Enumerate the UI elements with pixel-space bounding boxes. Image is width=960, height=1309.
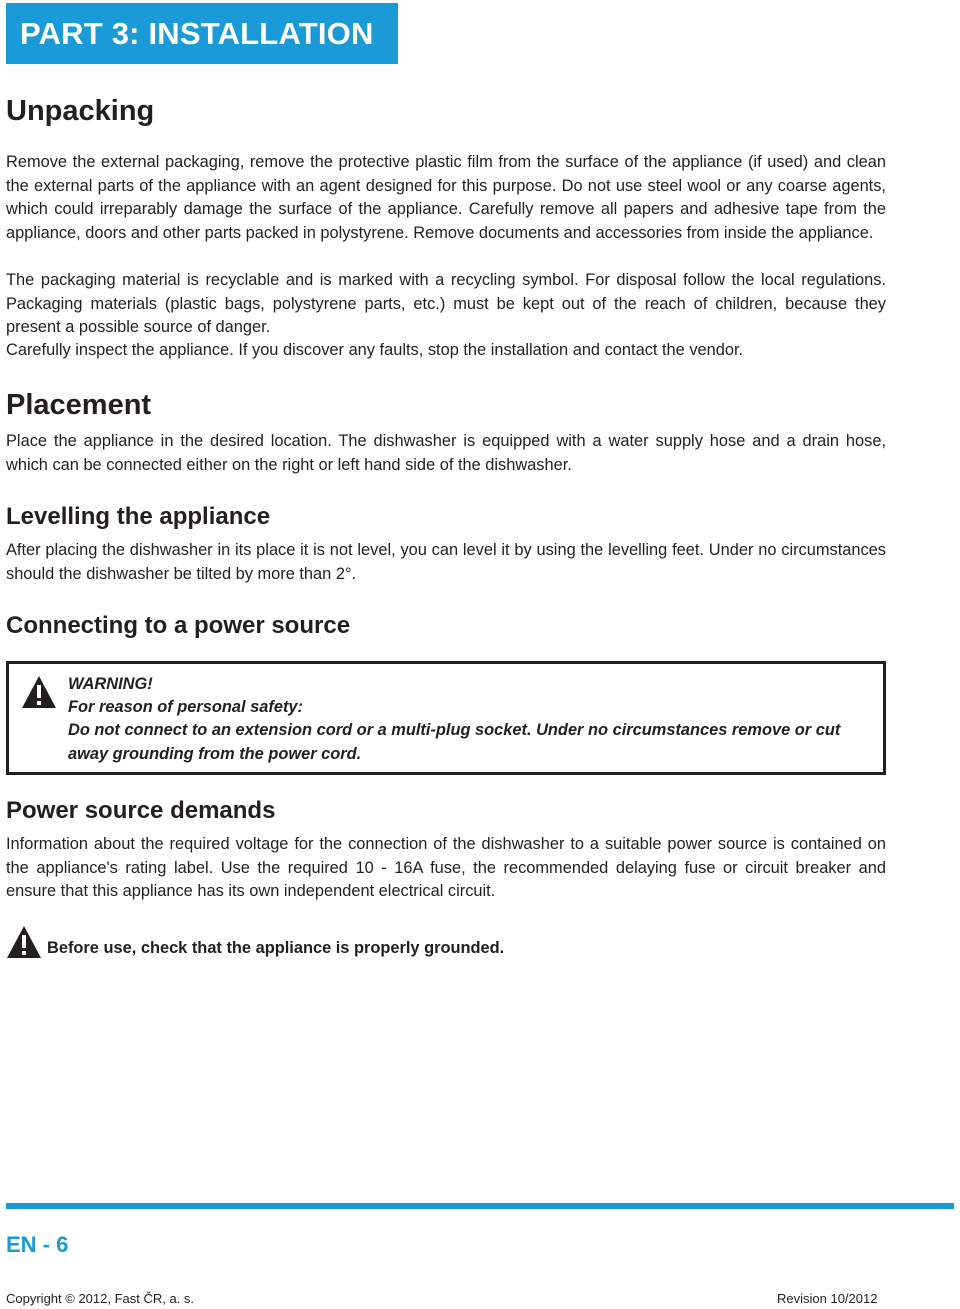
copyright: Copyright © 2012, Fast ČR, a. s. [6,1291,195,1306]
warning-title: WARNING! [68,675,153,693]
revision: Revision 10/2012 [777,1291,878,1306]
grounding-note: Before use, check that the appliance is properly grounded. [47,939,505,957]
warning-triangle-icon [21,675,57,714]
placement-heading: Placement [6,389,152,421]
warning-triangle-icon [6,925,42,964]
demands-paragraph: Information about the required voltage for the connection of the dishwasher to a suitable power source is contained on the appliance's rating label. Use the required 10 - 16A fuse, the recommended delaying fuse or circuit breaker and ensure that this appliance has its own independent electrical circuit. [6,835,886,901]
unpacking-paragraph-3: Carefully inspect the appliance. If you discover any faults, stop the installation and contact the vendor. [6,341,744,359]
levelling-heading: Levelling the appliance [6,503,271,530]
page-number: EN - 6 [6,1232,69,1257]
warning-box [6,661,886,775]
unpacking-paragraph-1: Remove the external packaging, remove the protective plastic film from the surface of the appliance (if used) and clean the external parts of the appliance with an agent designed for this purpose. Do not use steel wool or any coarse agents, which could irreparably damage the surface of the appliance. Carefully remove all papers and adhesive tape from the appliance, doors and other parts packed in polystyrene. Remove documents and accessories from inside the appliance. [6,153,886,242]
footer-rule [6,1203,954,1209]
power-heading: Connecting to a power source [6,612,351,639]
demands-heading: Power source demands [6,797,276,824]
levelling-paragraph: After placing the dishwasher in its place it is not level, you can level it by using the levelling feet. Under no circumstances should the dishwasher be tilted by more than 2°. [6,541,886,583]
unpacking-heading: Unpacking [6,95,155,127]
warning-subtitle: For reason of personal safety: [68,698,303,717]
warning-text [68,673,883,766]
warning-body: Do not connect to an extension cord or a multi-plug socket. Under no circumstances remove or cut away grounding from the power cord. [68,721,841,763]
placement-paragraph: Place the appliance in the desired location. The dishwasher is equipped with a water supply hose and a drain hose, which can be connected either on the right or left hand side of the dishwasher. [6,432,886,474]
unpacking-paragraph-2: The packaging material is recyclable and is marked with a recycling symbol. For disposal follow the local regulations. Packaging materials (plastic bags, polystyrene parts, etc.) must be kept out of the reach of children, because they present a possible source of danger. [6,271,886,337]
section-banner: PART 3: INSTALLATION [6,3,398,64]
